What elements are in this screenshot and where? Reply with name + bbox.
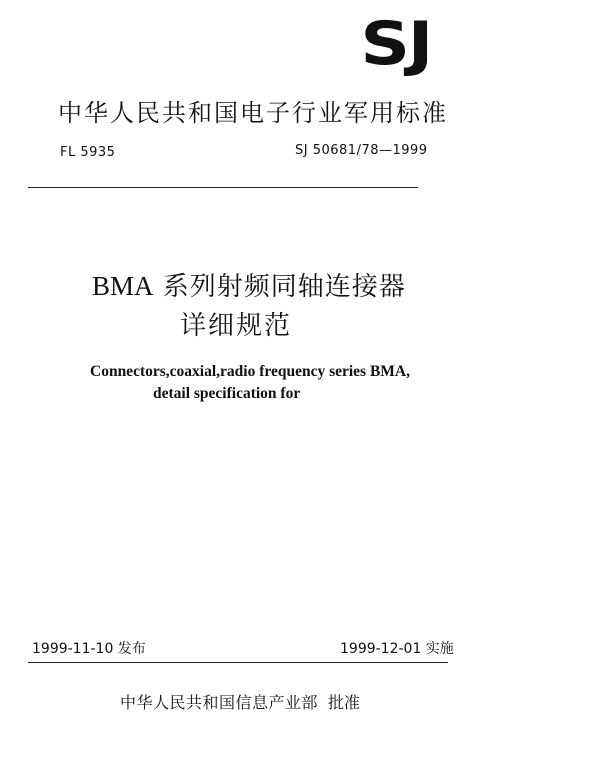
- title-en-line1: Connectors,coaxial,radio frequency series BMA,: [90, 363, 410, 380]
- title-cn-line1: [92, 266, 406, 303]
- standard-title: 中华人民共和国电子行业军用标准: [58, 99, 448, 127]
- issue-date: 1999-11-10 发布: [32, 641, 146, 657]
- effective-date: 1999-12-01 实施: [340, 641, 454, 657]
- title-cn-line2: 详细规范: [180, 311, 293, 341]
- header-divider: [28, 187, 418, 188]
- sj-logo-text: SJ: [360, 9, 432, 79]
- approval-label: 批准: [328, 693, 361, 712]
- sj-logo: [346, 9, 446, 79]
- title-en-line2: detail specification for: [153, 385, 301, 402]
- footer-divider: [28, 662, 448, 663]
- standard-number: SJ 50681/78—1999: [295, 143, 428, 158]
- title-cn-line1-rest: 系列射频同轴连接器: [153, 272, 406, 302]
- title-cn-line1-prefix: BMA: [92, 271, 154, 301]
- classification-code: FL 5935: [60, 145, 116, 160]
- approving-authority: 中华人民共和国信息产业部: [120, 693, 319, 712]
